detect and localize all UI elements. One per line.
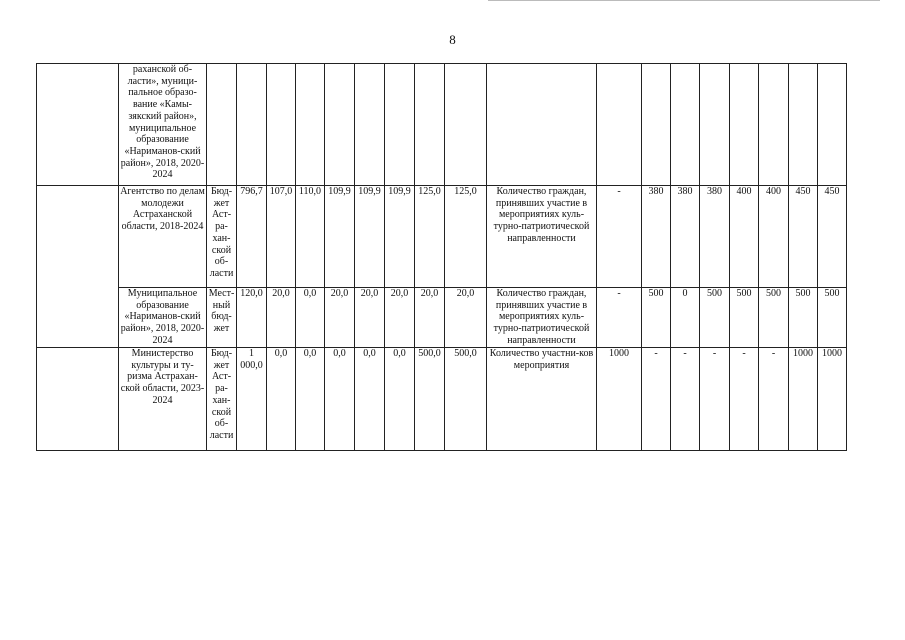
indicator-cell: Количество граждан, принявших участие в мероприятиях куль-турно-патриотической направленности — [487, 288, 597, 348]
value-cell: 400 — [759, 186, 789, 288]
measure-cell-empty — [37, 348, 119, 451]
value-cell: 1000 — [597, 348, 642, 451]
amount-cell: 500,0 — [445, 348, 487, 451]
table-row — [37, 186, 847, 288]
value-cell: 1000 — [818, 348, 847, 451]
table-row — [37, 348, 847, 451]
value-cell: - — [730, 348, 759, 451]
amount-cell: 120,0 — [237, 288, 267, 348]
value-cell: 380 — [642, 186, 671, 288]
amount-cell: 20,0 — [267, 288, 296, 348]
source-cell: Бюд-жет Аст-ра-хан-ской об-ласти — [207, 186, 237, 288]
amount-cell: 20,0 — [385, 288, 415, 348]
value-cell: 0 — [671, 288, 700, 348]
executor-cell: Министерство культуры и ту-ризма Астрахан-ской области, 2023-2024 — [119, 348, 207, 451]
page-number: 8 — [449, 32, 456, 47]
value-cell: 380 — [671, 186, 700, 288]
program-table — [36, 63, 847, 451]
table-row — [37, 64, 847, 186]
amount-cell: 125,0 — [445, 186, 487, 288]
value-cell: - — [597, 288, 642, 348]
amount-cell: 125,0 — [415, 186, 445, 288]
amount-cell: 796,7 — [237, 186, 267, 288]
source-cell: Бюд-жет Аст-ра-хан-ской об-ласти — [207, 348, 237, 451]
amount-cell: 20,0 — [325, 288, 355, 348]
value-cell: 1000 — [789, 348, 818, 451]
value-cell: - — [597, 186, 642, 288]
value-cell: 500 — [642, 288, 671, 348]
value-cell: 450 — [789, 186, 818, 288]
value-cell: 500 — [818, 288, 847, 348]
amount-cell: 20,0 — [415, 288, 445, 348]
value-cell: - — [671, 348, 700, 451]
amount-cell: 1 000,0 — [237, 348, 267, 451]
amount-cell: 500,0 — [415, 348, 445, 451]
source-cell: Мест-ный бюд-жет — [207, 288, 237, 348]
amount-cell: 20,0 — [445, 288, 487, 348]
amount-cell: 0,0 — [355, 348, 385, 451]
value-cell: 500 — [730, 288, 759, 348]
amount-cell: 0,0 — [385, 348, 415, 451]
amount-cell: 109,9 — [355, 186, 385, 288]
measure-cell — [37, 186, 119, 348]
amount-cell: 109,9 — [385, 186, 415, 288]
value-cell: 500 — [759, 288, 789, 348]
amount-cell: 20,0 — [355, 288, 385, 348]
executor-cell: Агентство по делам молодежи Астраханской области, 2018-2024 — [119, 186, 207, 288]
indicator-cell: Количество участни-ков мероприятия — [487, 348, 597, 451]
table-row — [37, 288, 847, 348]
value-cell: 500 — [789, 288, 818, 348]
value-cell: 400 — [730, 186, 759, 288]
amount-cell: 0,0 — [267, 348, 296, 451]
value-cell: - — [759, 348, 789, 451]
measure-cell-empty — [37, 64, 119, 186]
value-cell: 450 — [818, 186, 847, 288]
value-cell: 380 — [700, 186, 730, 288]
amount-cell: 0,0 — [296, 348, 325, 451]
value-cell: - — [642, 348, 671, 451]
executor-cell: Муниципальное образование «Нариманов-ский район», 2018, 2020-2024 — [119, 288, 207, 348]
amount-cell: 110,0 — [296, 186, 325, 288]
top-rule — [488, 0, 880, 1]
amount-cell: 109,9 — [325, 186, 355, 288]
executor-cell: раханской об-ласти», муници-пальное образо-вание «Камы-зякский район», муниципальное образование «Нариманов-ский район», 2018, 2020-2024 — [119, 64, 207, 186]
amount-cell: 0,0 — [296, 288, 325, 348]
value-cell: 500 — [700, 288, 730, 348]
amount-cell: 0,0 — [325, 348, 355, 451]
amount-cell: 107,0 — [267, 186, 296, 288]
value-cell: - — [700, 348, 730, 451]
indicator-cell: Количество граждан, принявших участие в мероприятиях куль-турно-патриотической направленности — [487, 186, 597, 288]
